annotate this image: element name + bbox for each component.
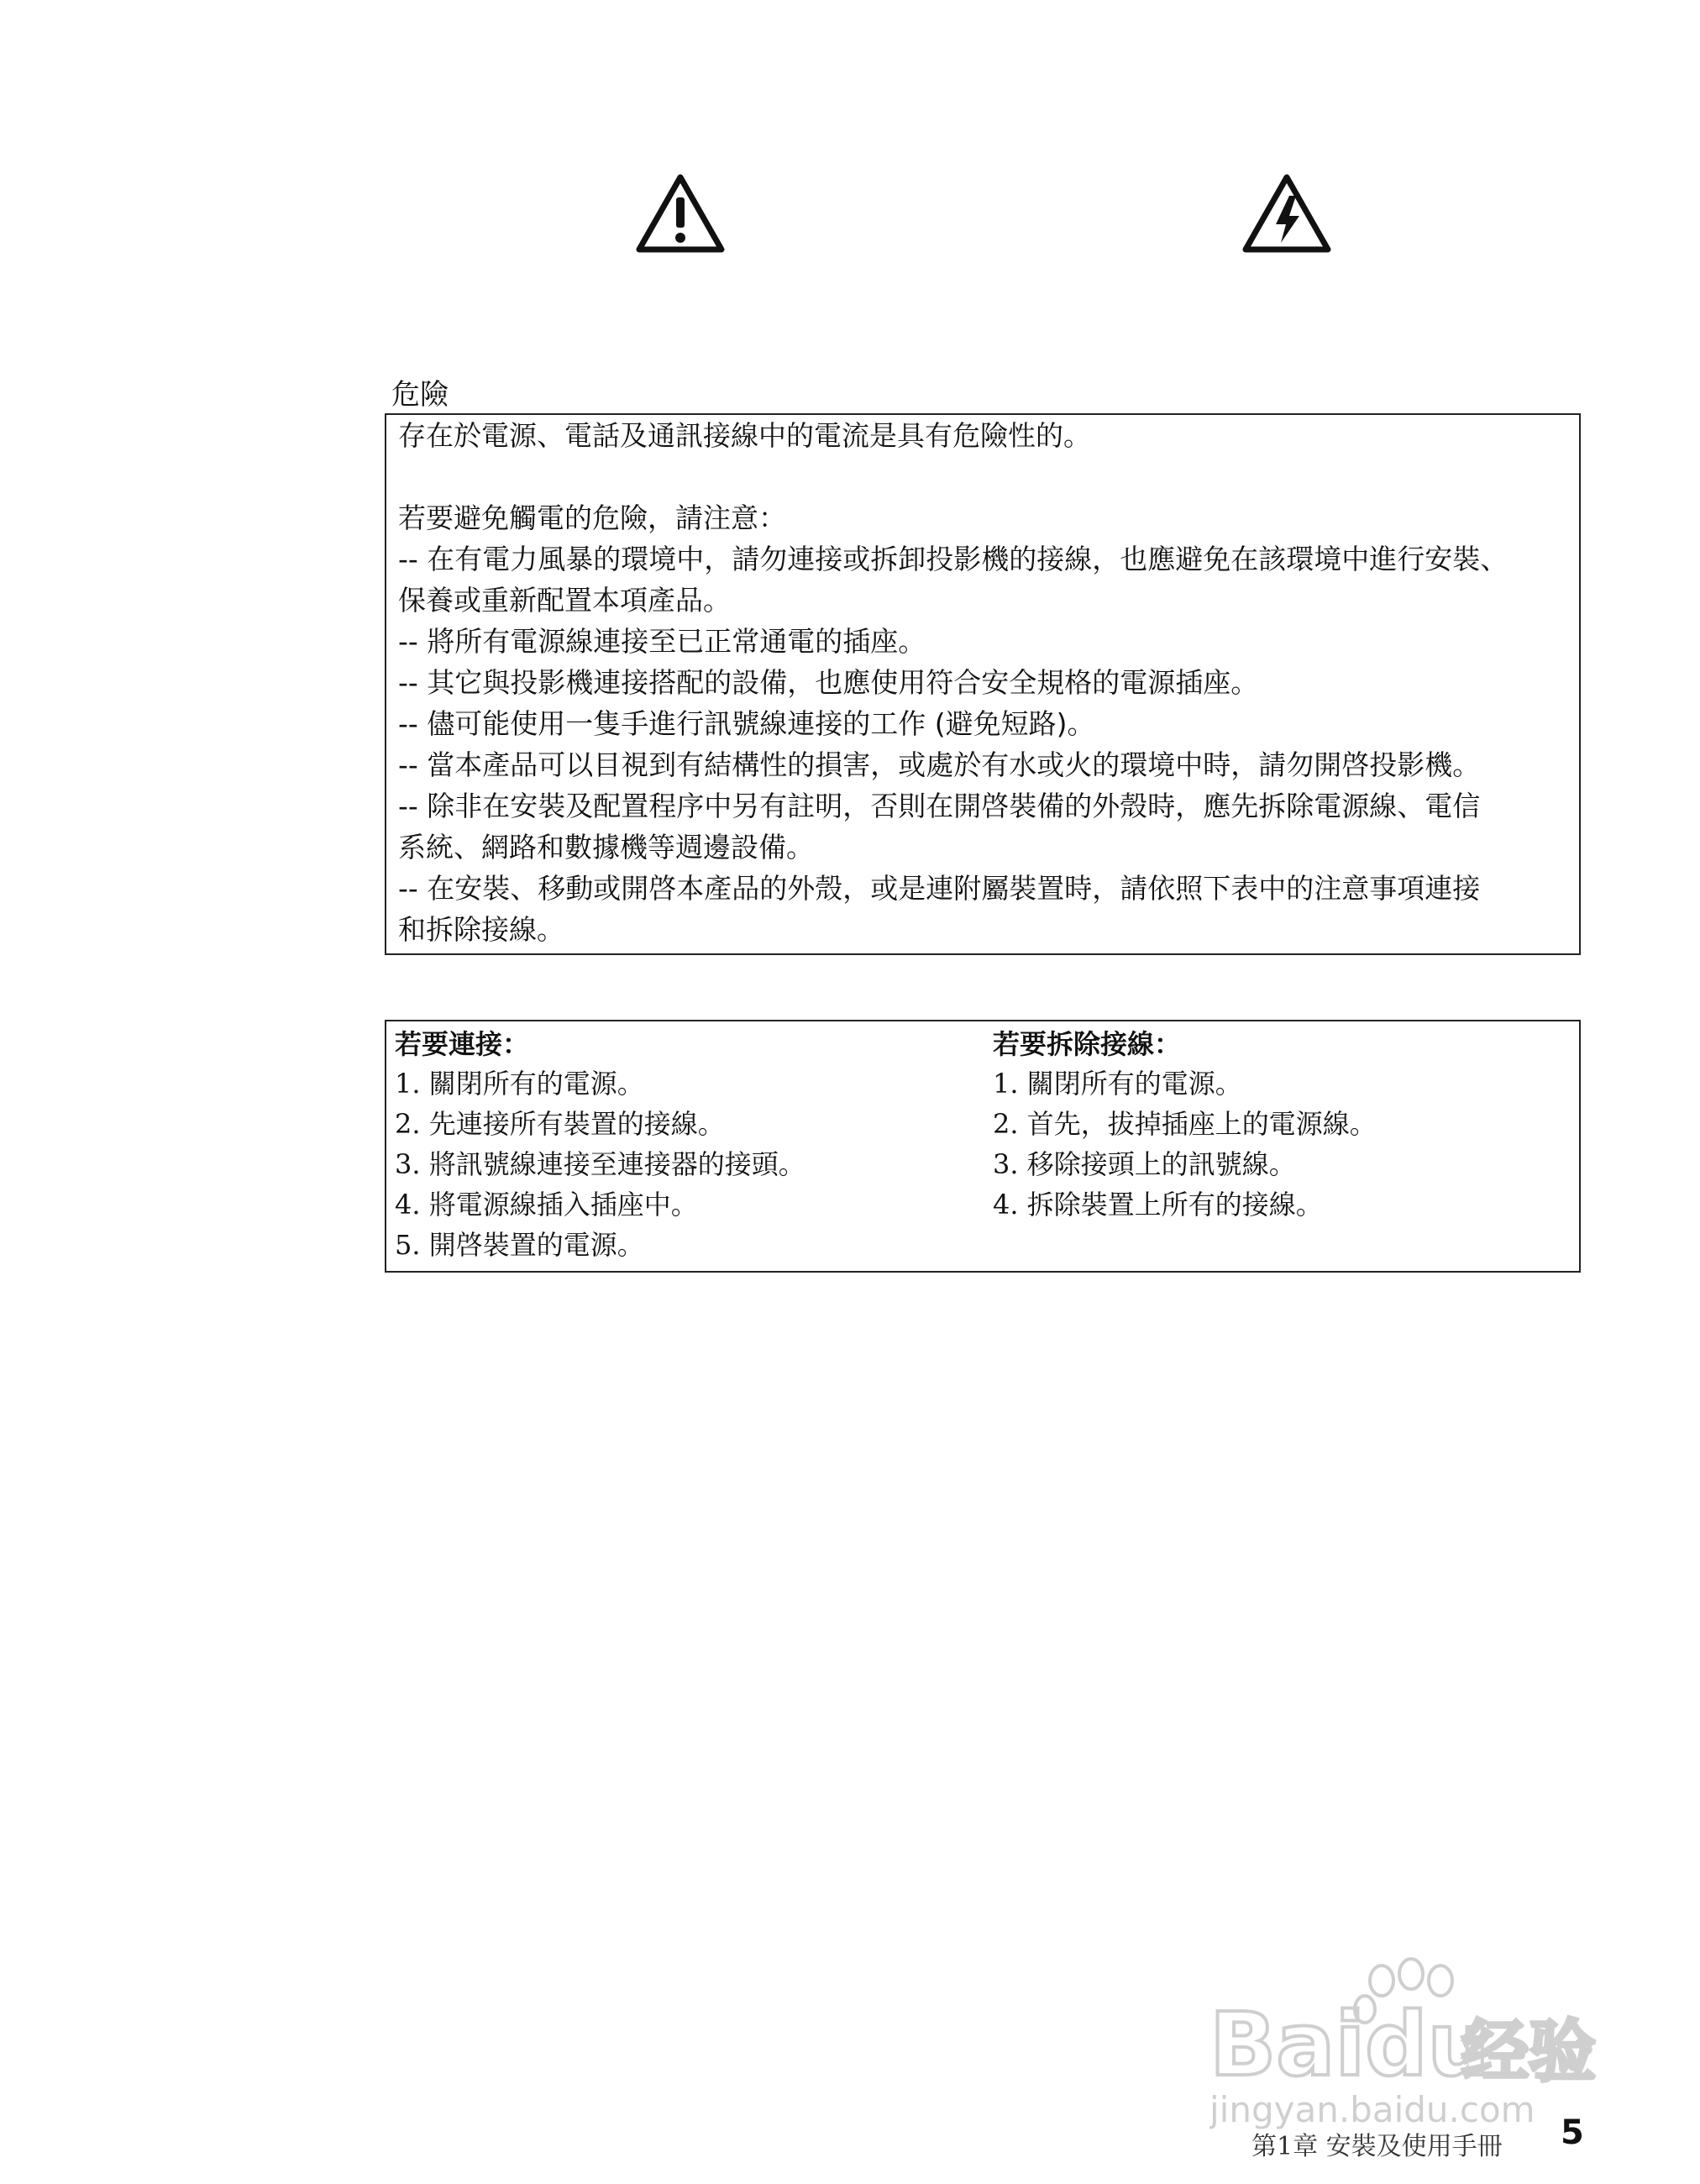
caution-icon — [634, 172, 727, 256]
danger-line: -- 除非在安裝及配置程序中另有註明，否則在開啓裝備的外殼時，應先拆除電源線、電信 — [398, 790, 1481, 822]
disconnect-heading: 若要拆除接線： — [993, 1028, 1182, 1060]
danger-line: -- 將所有電源線連接至已正常通電的插座。 — [398, 625, 926, 658]
disconnect-step: 3. 移除接頭上的訊號線。 — [993, 1148, 1296, 1180]
connect-column — [395, 1025, 983, 1265]
disconnect-column — [993, 1025, 1572, 1225]
footer-chapter: 第1章 安裝及使用手冊 — [1251, 2132, 1503, 2161]
disconnect-step: 4. 拆除裝置上所有的接線。 — [993, 1189, 1323, 1221]
danger-line: 和拆除接線。 — [398, 913, 564, 946]
danger-line: -- 在有電力風暴的環境中，請勿連接或拆卸投影機的接線，也應避免在該環境中進行安裝、 — [398, 543, 1508, 575]
electric-shock-icon — [1241, 172, 1333, 256]
danger-line: -- 其它與投影機連接搭配的設備，也應使用符合安全規格的電源插座。 — [398, 666, 1259, 699]
connection-steps-table — [385, 1020, 1581, 1273]
disconnect-step: 2. 首先，拔掉插座上的電源線。 — [993, 1108, 1377, 1140]
disconnect-step: 1. 關閉所有的電源。 — [993, 1068, 1242, 1100]
connect-step: 2. 先連接所有裝置的接線。 — [395, 1108, 725, 1140]
connect-step: 5. 開啓裝置的電源。 — [395, 1229, 644, 1261]
danger-notice-box — [385, 413, 1581, 955]
connect-step: 1. 關閉所有的電源。 — [395, 1068, 644, 1100]
danger-line: -- 在安裝、移動或開啓本產品的外殼，或是連附屬裝置時，請依照下表中的注意事項連接 — [398, 872, 1481, 905]
page-number: 5 — [1561, 2113, 1584, 2152]
danger-heading: 危險 — [391, 378, 449, 412]
baidu-watermark — [1209, 1957, 1604, 2134]
danger-line: 存在於電源、電話及通訊接線中的電流是具有危險性的。 — [398, 419, 1091, 452]
watermark-brand-cn: 经验 — [1461, 2013, 1596, 2091]
danger-line: 保養或重新配置本項產品。 — [398, 584, 731, 617]
danger-line: -- 當本產品可以目視到有結構性的損害，或處於有水或火的環境中時，請勿開啓投影機。 — [398, 748, 1481, 781]
danger-line: 系統、網路和數據機等週邊設備。 — [398, 831, 814, 864]
watermark-url: jingyan.baidu.com — [1209, 2089, 1535, 2130]
connect-heading: 若要連接： — [395, 1028, 530, 1060]
connect-step: 3. 將訊號線連接至連接器的接頭。 — [395, 1148, 805, 1180]
danger-line-spacer — [398, 456, 1567, 497]
danger-line: 若要避免觸電的危險，請注意： — [398, 501, 786, 534]
watermark-brand: Baidu — [1209, 1993, 1490, 2096]
danger-line: -- 儘可能使用一隻手進行訊號線連接的工作 (避免短路)。 — [398, 707, 1095, 740]
connect-step: 4. 將電源線插入插座中。 — [395, 1189, 698, 1221]
